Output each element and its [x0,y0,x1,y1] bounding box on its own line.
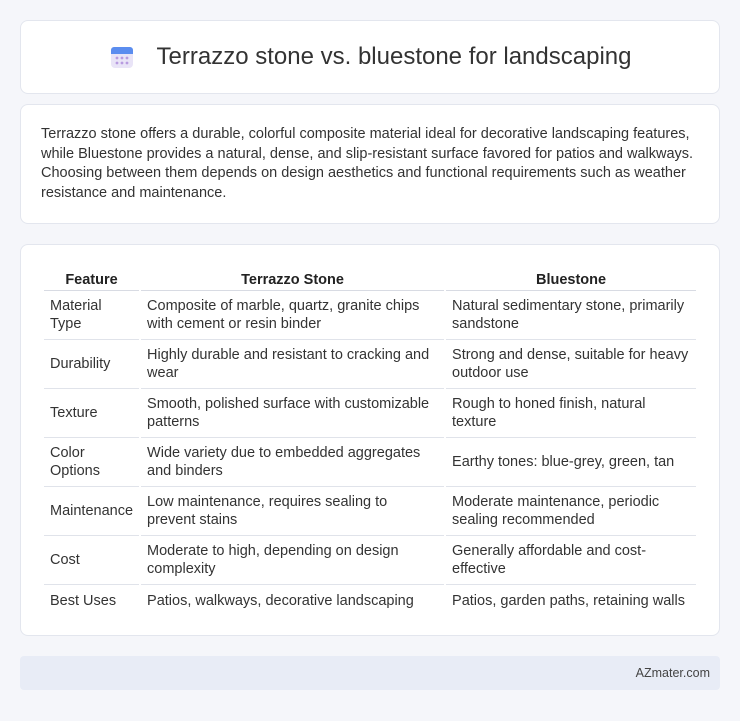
bluestone-cell: Natural sedimentary stone, primarily sandstone [446,291,696,340]
terrazzo-cell: Highly durable and resistant to cracking and wear [141,340,444,389]
terrazzo-cell: Moderate to high, depending on design complexity [141,536,444,585]
header-terrazzo-stone: Terrazzo Stone [141,265,444,291]
feature-cell: Maintenance [44,487,139,536]
terrazzo-cell: Smooth, polished surface with customizable patterns [141,389,444,438]
page-title: Terrazzo stone vs. bluestone for landscaping [156,43,632,70]
bluestone-cell: Earthy tones: blue-grey, green, tan [446,438,696,487]
comparison-table [42,265,698,616]
comparison-table-card [20,244,720,636]
feature-cell: Cost [44,536,139,585]
table-row [44,340,696,389]
terrazzo-cell: Wide variety due to embedded aggregates and binders [141,438,444,487]
calendar-icon [109,44,135,70]
bluestone-cell: Generally affordable and cost-effective [446,536,696,585]
footer-bar [20,656,720,690]
feature-cell: Material Type [44,291,139,340]
table-row [44,291,696,340]
feature-cell: Durability [44,340,139,389]
header-feature: Feature [44,265,139,291]
bluestone-cell: Patios, garden paths, retaining walls [452,592,685,609]
table-row [44,389,696,438]
feature-cell: Texture [44,389,139,438]
footer-brand: AZmater.com [635,666,710,680]
bluestone-cell: Rough to honed finish, natural texture [446,389,696,438]
bluestone-cell: Strong and dense, suitable for heavy outdoor use [446,340,696,389]
feature-cell: Best Uses [50,592,117,609]
table-row [44,438,696,487]
title-card [20,20,720,94]
terrazzo-cell: Patios, walkways, decorative landscaping [147,592,414,609]
table-row [44,487,696,536]
feature-cell: Color Options [44,438,139,487]
intro-text: Terrazzo stone offers a durable, colorful composite material ideal for decorative landscaping features, while Bluestone provides a natural, dense, and slip-resistant surface favored for patios and walkways. Choosing between them depends on design aesthetics and functional requirements such as weather resistance and maintenance. [41,126,694,201]
terrazzo-cell: Low maintenance, requires sealing to prevent stains [141,487,444,536]
terrazzo-cell: Composite of marble, quartz, granite chips with cement or resin binder [141,291,444,340]
table-row [44,585,696,616]
bluestone-cell: Moderate maintenance, periodic sealing recommended [446,487,696,536]
header-bluestone: Bluestone [446,265,696,291]
table-row [44,536,696,585]
table-header-row [44,265,696,291]
intro-card [20,104,720,224]
